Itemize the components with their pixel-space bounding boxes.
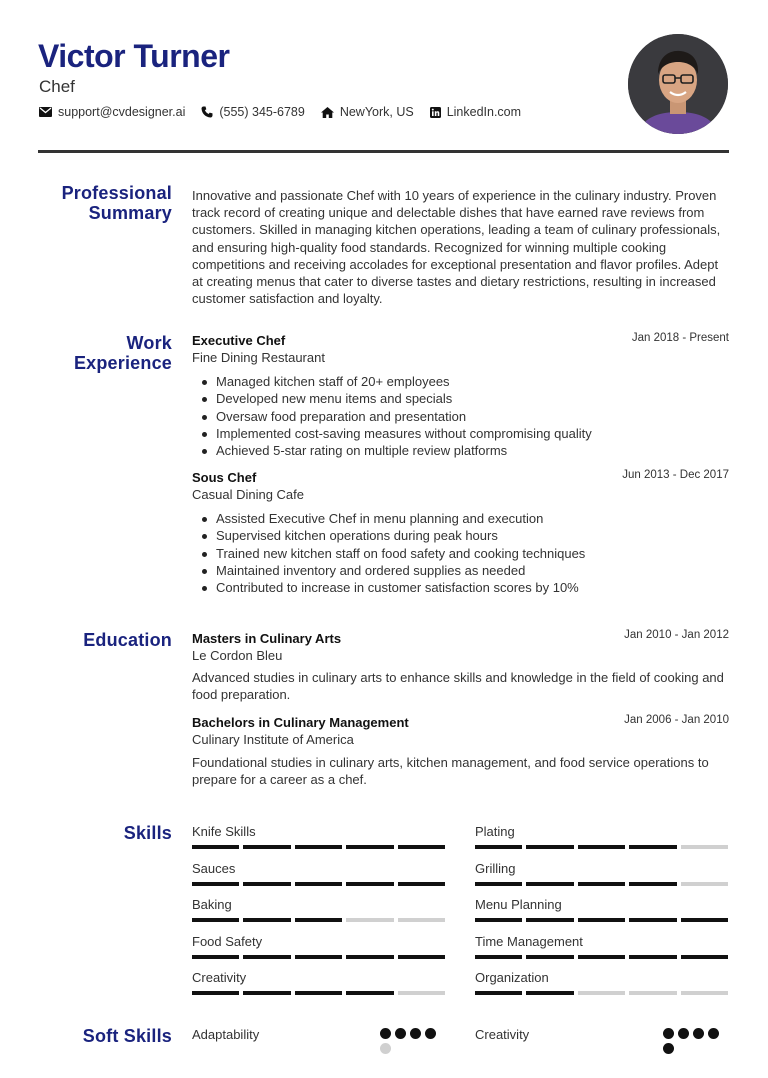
list-item: Managed kitchen staff of 20+ employees — [216, 373, 592, 390]
job-dates: Jun 2013 - Dec 2017 — [622, 469, 729, 481]
phone-icon — [201, 106, 213, 118]
job-title: Executive Chef — [192, 333, 286, 348]
job-title: Sous Chef — [192, 470, 257, 485]
school-name: Culinary Institute of America — [192, 732, 354, 747]
rating-dot — [380, 1043, 391, 1054]
skill-level-segment — [398, 918, 445, 922]
skill-level-segment — [346, 991, 393, 995]
skill-level-segment — [295, 845, 342, 849]
list-item: Achieved 5-star rating on multiple review platforms — [216, 442, 592, 459]
contact-phone[interactable] — [201, 105, 304, 119]
skill-level-bar — [192, 918, 445, 922]
skill-level-segment — [578, 882, 625, 886]
skill-level-segment — [192, 845, 239, 849]
skill-level-bar — [475, 845, 728, 849]
skill-level-segment — [526, 918, 573, 922]
skill-level-segment — [681, 845, 728, 849]
skill-level-segment — [475, 955, 522, 959]
list-item: Supervised kitchen operations during peak hours — [216, 527, 585, 544]
soft-skill-name: Adaptability — [192, 1027, 260, 1042]
skill-name: Sauces — [192, 860, 236, 876]
rating-dot — [663, 1028, 674, 1039]
job-company: Fine Dining Restaurant — [192, 350, 325, 365]
summary-heading-line-1: Professional — [61, 183, 172, 203]
skill-level-segment — [295, 955, 342, 959]
skill-level-segment — [578, 955, 625, 959]
soft-skill-name: Creativity — [475, 1027, 530, 1042]
degree-title: Masters in Culinary Arts — [192, 631, 342, 646]
summary-heading — [62, 183, 172, 223]
skill-name: Time Management — [475, 933, 583, 949]
skill-level-segment — [629, 845, 676, 849]
work-heading — [74, 333, 172, 373]
skill-level-segment — [398, 845, 445, 849]
skill-level-segment — [295, 882, 342, 886]
skill-level-segment — [398, 882, 445, 886]
skill-level-segment — [578, 845, 625, 849]
skill-level-segment — [629, 955, 676, 959]
skill-level-segment — [346, 918, 393, 922]
skill-level-bar — [475, 882, 728, 886]
skill-level-segment — [629, 991, 676, 995]
list-item: Assisted Executive Chef in menu planning and execution — [216, 510, 585, 527]
skill-level-bar — [475, 918, 728, 922]
skill-level-segment — [243, 882, 290, 886]
skill-level-segment — [192, 882, 239, 886]
list-item: Oversaw food preparation and presentation — [216, 408, 592, 425]
skill-level-segment — [295, 918, 342, 922]
skill-level-segment — [243, 991, 290, 995]
skill-level-segment — [243, 845, 290, 849]
skill-level-segment — [346, 882, 393, 886]
skill-level-segment — [475, 991, 522, 995]
skill-level-segment — [346, 955, 393, 959]
skill-level-bar — [192, 845, 445, 849]
skill-level-segment — [526, 845, 573, 849]
rating-dot — [663, 1043, 674, 1054]
skill-name: Baking — [192, 897, 232, 912]
skill-level-segment — [192, 991, 239, 995]
contact-location-text: NewYork, US — [339, 105, 414, 119]
contact-linkedin-text: LinkedIn.com — [446, 105, 522, 119]
skill-name: Plating — [475, 824, 515, 839]
contact-linkedin[interactable] — [430, 105, 521, 119]
skill-level-segment — [526, 991, 573, 995]
list-item: Contributed to increase in customer satisfaction scores by 10% — [216, 579, 585, 596]
home-icon — [321, 107, 334, 118]
skill-level-segment — [475, 882, 522, 886]
skill-level-segment — [243, 918, 290, 922]
degree-dates: Jan 2006 - Jan 2010 — [624, 714, 729, 726]
skill-level-segment — [243, 955, 290, 959]
skills-heading: Skills — [123, 823, 172, 843]
soft-skill-rating — [663, 1028, 723, 1058]
soft-skill-rating — [380, 1028, 440, 1058]
degree-description: Foundational studies in culinary arts, kitchen management, and food service operations to prepare for a career as a chef. — [192, 755, 709, 788]
email-icon — [39, 107, 52, 117]
list-item: Implemented cost-saving measures without compromising quality — [216, 425, 592, 441]
header-divider — [38, 150, 729, 153]
summary-text: Innovative and passionate Chef with 10 years of experience in the culinary industry. Proven track record of creating unique and delectable dishes that have earned rave reviews from customers. Skilled in managing kitchen operations, leading a team of culinary professionals, and ensuring high-quality food standards. Recognized for winning multiple cooking competitions and receiving accolades for exceptional presentation and flavor profiles. Adept at creating menus that cater to diverse tastes and dietary restrictions, resulting in increased customer satisfaction and loyalty. — [192, 188, 721, 307]
work-heading-line-2: Experience — [73, 353, 172, 373]
skill-level-segment — [578, 991, 625, 995]
skill-name: Organization — [475, 970, 549, 985]
skill-level-segment — [681, 918, 728, 922]
soft-skills-heading: Soft Skills — [82, 1026, 172, 1046]
skill-name: Food Safety — [192, 933, 263, 949]
skill-level-bar — [475, 955, 728, 959]
rating-dot — [395, 1028, 406, 1039]
rating-dot — [425, 1028, 436, 1039]
school-name: Le Cordon Bleu — [192, 648, 283, 663]
skill-name: Grilling — [475, 860, 516, 876]
skill-level-segment — [475, 918, 522, 922]
job-company: Casual Dining Cafe — [192, 487, 305, 502]
contact-email[interactable] — [39, 105, 185, 119]
rating-dot — [693, 1028, 704, 1039]
linkedin-icon — [430, 107, 441, 118]
candidate-name: Victor Turner — [38, 38, 230, 74]
summary-heading-line-2: Summary — [88, 203, 172, 223]
list-item: Trained new kitchen staff on food safety and cooking techniques — [216, 545, 586, 561]
skill-name: Creativity — [192, 970, 247, 985]
contact-row — [39, 105, 537, 119]
rating-dot — [678, 1028, 689, 1039]
candidate-title: Chef — [39, 77, 75, 96]
rating-dot — [380, 1028, 391, 1039]
list-item: Developed new menu items and specials — [216, 390, 592, 407]
rating-dot — [708, 1028, 719, 1039]
job-bullets — [216, 510, 585, 596]
skill-level-bar — [192, 991, 445, 995]
job-bullets — [216, 373, 592, 459]
skill-level-segment — [681, 991, 728, 995]
skill-level-segment — [629, 918, 676, 922]
skill-level-segment — [681, 882, 728, 886]
skill-level-segment — [578, 918, 625, 922]
degree-dates: Jan 2010 - Jan 2012 — [624, 629, 729, 641]
skill-level-segment — [192, 918, 239, 922]
skill-level-bar — [192, 955, 445, 959]
skill-level-segment — [526, 955, 573, 959]
skill-level-segment — [526, 882, 573, 886]
education-heading: Education — [83, 630, 172, 650]
skill-level-bar — [475, 991, 728, 995]
skill-level-bar — [192, 882, 445, 886]
degree-description: Advanced studies in culinary arts to enhance skills and knowledge in the field of cooking and food preparation. — [192, 670, 724, 703]
skill-level-segment — [398, 991, 445, 995]
work-heading-line-1: Work — [126, 333, 172, 353]
skill-level-segment — [398, 955, 445, 959]
skill-name: Knife Skills — [192, 824, 256, 839]
skill-name: Menu Planning — [475, 897, 562, 912]
skill-level-segment — [629, 882, 676, 886]
contact-email-text: support@cvdesigner.ai — [58, 105, 186, 119]
skill-level-segment — [681, 955, 728, 959]
skill-level-segment — [475, 845, 522, 849]
contact-location — [321, 105, 414, 119]
list-item: Maintained inventory and ordered supplies as needed — [216, 562, 585, 579]
contact-phone-text: (555) 345-6789 — [219, 105, 305, 119]
rating-dot — [410, 1028, 421, 1039]
skill-level-segment — [346, 845, 393, 849]
skill-level-segment — [295, 991, 342, 995]
skill-level-segment — [192, 955, 239, 959]
job-dates: Jan 2018 - Present — [631, 332, 729, 344]
degree-title: Bachelors in Culinary Management — [192, 715, 409, 730]
profile-photo — [628, 34, 728, 134]
